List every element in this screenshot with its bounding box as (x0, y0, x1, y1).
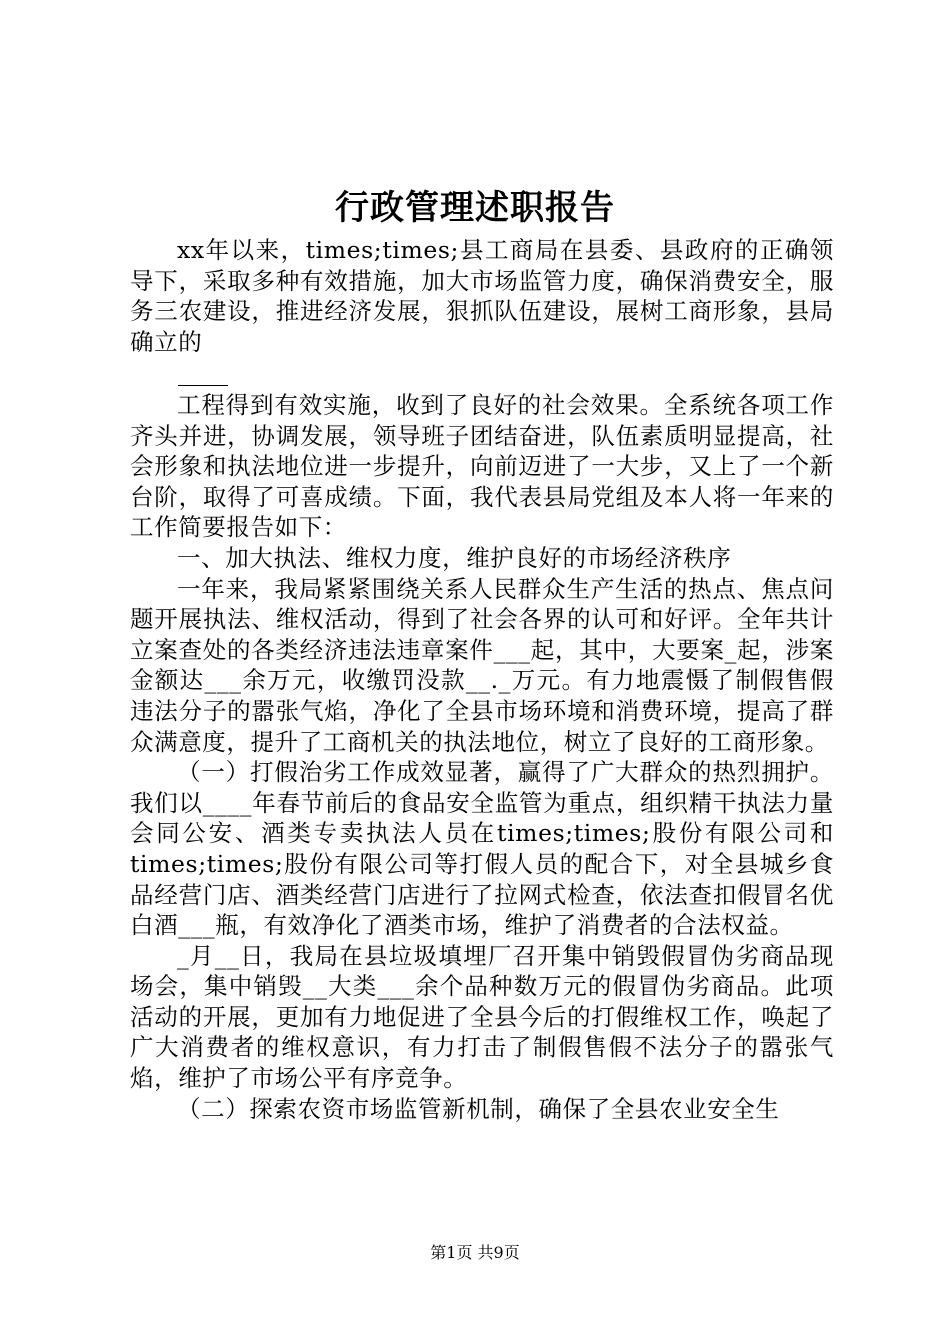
document-title: 行政管理述职报告 (335, 188, 615, 228)
paragraph-summary: 工程得到有效实施，收到了良好的社会效果。全系统各项工作齐头并进，协调发展，领导班子团结奋进，队伍素质明显提高，社会形象和执法地位进一步提升，向前迈进了一大步，又上了一个新台阶，取得了可喜成绩。下面，我代表县局党组及本人将一年来的工作简要报告如下： (130, 391, 834, 542)
section-heading-1: 一、加大执法、维权力度，维护良好的市场经济秩序 (177, 543, 732, 572)
body-block-intro (130, 235, 834, 357)
paragraph-anti-counterfeit: （一）打假治劣工作成效显著，赢得了广大群众的热烈拥护。我们以____年春节前后的食品安全监管为重点，组织精干执法力量会同公安、酒类专卖执法人员在times;times;股份有限公司和times;times;股份有限公司等打假人员的配合下，对全县城乡食品经营门店、酒类经营门店进行了拉网式检查，依法查扣假冒名优白酒___瓶，有效净化了酒类市场，维护了消费者的合法权益。 (130, 758, 834, 940)
page-footer: 第1页 共9页 (430, 1243, 520, 1262)
paragraph-enforcement: 一年来，我局紧紧围绕关系人民群众生产生活的热点、焦点问题开展执法、维权活动，得到了社会各界的认可和好评。全年共计立案查处的各类经济违法违章案件___起，其中，大要案_起，涉案金额达___余万元，收缴罚没款__._万元。有力地震慑了制假售假违法分子的嚣张气焰，净化了全县市场环境和消费环境，提高了群众满意度，提升了工商机关的执法地位，树立了良好的工商形象。 (130, 574, 834, 756)
body-block-main (130, 390, 834, 1124)
paragraph-intro: xx年以来，times;times;县工商局在县委、县政府的正确领导下，采取多种有效措施，加大市场监管力度，确保消费安全，服务三农建设，推进经济发展，狠抓队伍建设，展树工商形象，县局确立的 (130, 236, 834, 356)
paragraph-agri-market: （二）探索农资市场监管新机制，确保了全县农业安全生 (177, 1094, 780, 1123)
paragraph-destruction: _月__日，我局在县垃圾填埋厂召开集中销毁假冒伪劣商品现场会，集中销毁__大类___余个品种数万元的假冒伪劣商品。此项活动的开展，更加有力地促进了全县今后的打假维权工作，唤起了广大消费者的维权意识，有力打击了制假售假不法分子的嚣张气焰，维护了市场公平有序竞争。 (130, 941, 834, 1093)
blank-underline (178, 385, 228, 386)
